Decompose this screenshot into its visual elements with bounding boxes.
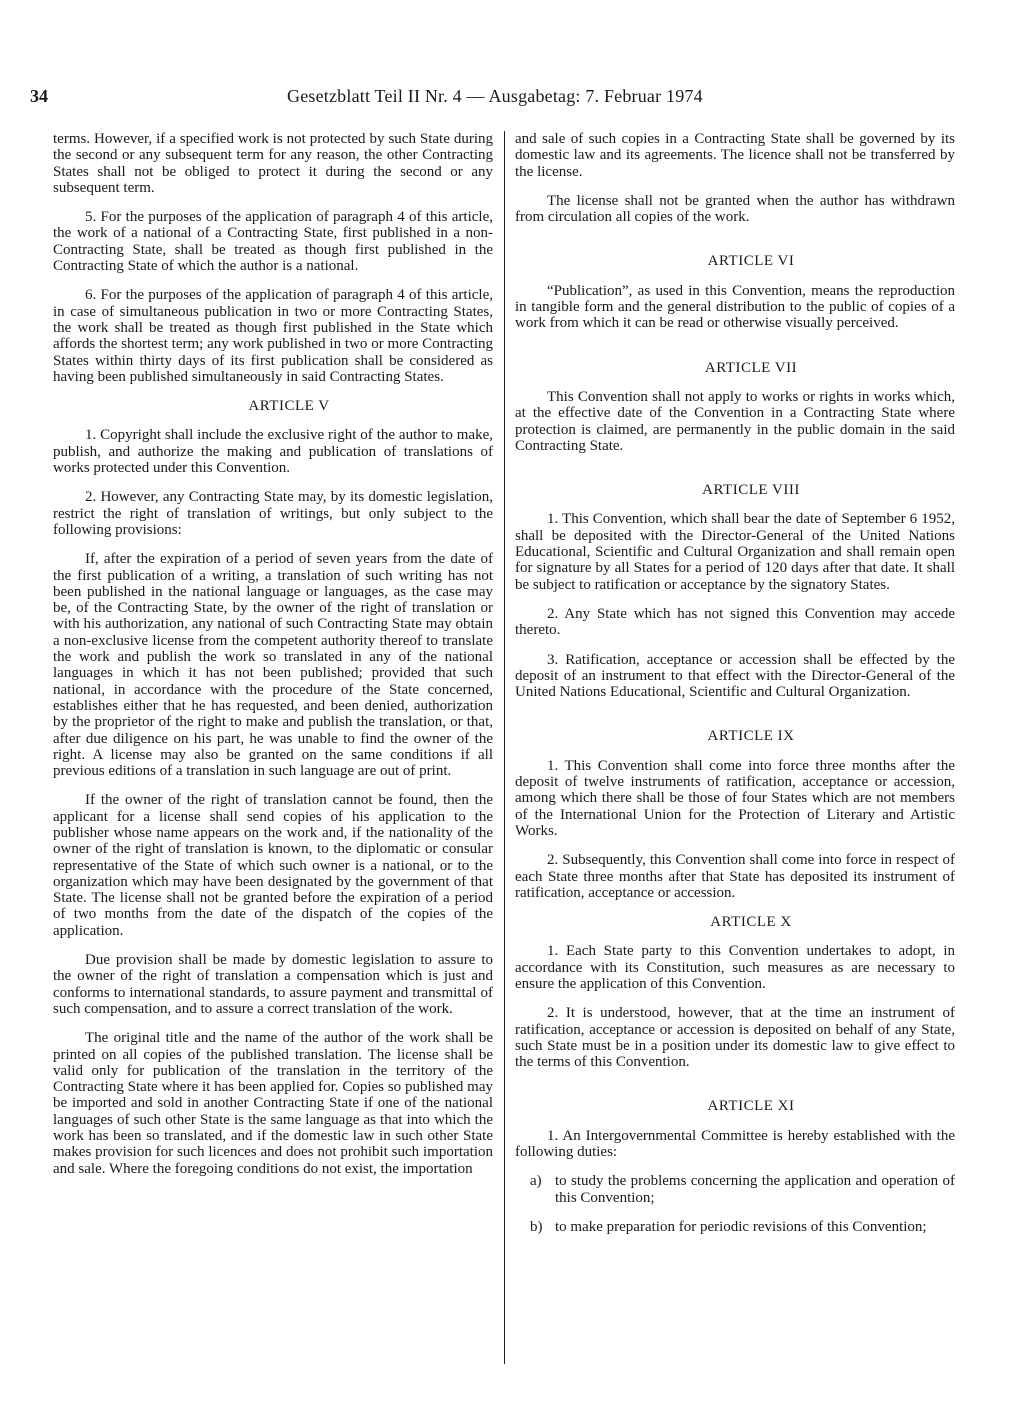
- article-heading: ARTICLE X: [710, 914, 792, 931]
- paragraph: 1. This Convention, which shall bear the date of September 6 1952, shall be deposited with the Director-General of the United Nations Educational, Scientific and Cultural Organization and shall remain open for signature by all States for a period of 120 days after that date. It shall be subject to ratification or acceptance by the signatory States.: [515, 511, 955, 593]
- article-heading: ARTICLE VIII: [702, 482, 800, 499]
- article-heading: ARTICLE XI: [707, 1098, 795, 1115]
- page-header: [30, 86, 960, 112]
- list-item-text: to make preparation for periodic revisions of this Convention;: [555, 1218, 927, 1235]
- paragraph: If the owner of the right of translation cannot be found, then the applicant for a license shall send copies of his application to the publisher whose name appears on the work and, if the nationality of the owner of the right of translation is known, to the diplomatic or consular representative of the State of which such owner is a national, or to the organization which may have been designated by the government of that State. The license shall not be granted before the expiration of a period of two months from the date of the dispatch of the copies of the application.: [53, 792, 493, 939]
- paragraph: “Publication”, as used in this Convention, means the reproduction in tangible form and the general distribution to the public of copies of a work from which it can be read or otherwise visually perceived.: [515, 282, 955, 332]
- column-divider: [504, 131, 505, 1364]
- article-heading: ARTICLE VII: [704, 359, 798, 376]
- paragraph: and sale of such copies in a Contracting State shall be governed by its domestic law and its agreements. The licence shall not be transferred by the license.: [515, 131, 955, 180]
- article-heading: ARTICLE VI: [707, 253, 795, 270]
- page-number: 34: [30, 86, 48, 106]
- paragraph: 1. This Convention shall come into force three months after the deposit of twelve instruments of ratification, acceptance or accession, among which there shall be those of four States which are not members of the International Union for the Protection of Literary and Artistic Works.: [515, 757, 955, 839]
- list-item: [515, 1173, 955, 1206]
- paragraph: 2. Subsequently, this Convention shall come into force in respect of each State three months after that State has deposited its instrument of ratification, acceptance or accession.: [515, 852, 955, 901]
- paragraph: terms. However, if a specified work is not protected by such State during the second or any subsequent term for any reason, the other Contracting States shall not be obliged to protect it during the second or any subsequent term.: [53, 131, 493, 196]
- paragraph: 2. It is understood, however, that at the time an instrument of ratification, acceptance or accession is deposited on behalf of any State, such State must be in a position under its domestic law to give effect to the terms of this Convention.: [515, 1005, 955, 1071]
- paragraph: 3. Ratification, acceptance or accession shall be effected by the deposit of an instrument to that effect with the Director-General of the United Nations Educational, Scientific and Cultural Organization.: [515, 651, 955, 701]
- paragraph: 6. For the purposes of the application of paragraph 4 of this article, in case of simultaneous publication in two or more Contracting States, the work shall be treated as though first published in the State which affords the shortest term; any work published in two or more Contracting States within thirty days of its first publication shall be considered as having been published simultaneously in said Contracting States.: [53, 287, 493, 385]
- running-title: Gesetzblatt Teil II Nr. 4 — Ausgabetag: 7. Februar 1974: [287, 86, 703, 106]
- list-marker: a): [530, 1173, 542, 1190]
- article-heading: ARTICLE IX: [707, 728, 795, 745]
- list-marker: b): [530, 1218, 543, 1235]
- paragraph: The license shall not be granted when the author has withdrawn from circulation all copies of the work.: [515, 192, 955, 226]
- right-column: [515, 131, 955, 1235]
- paragraph: This Convention shall not apply to works or rights in works which, at the effective date of the Convention in a Contracting State where protection is claimed, are permanently in the public domain in the said Contracting State.: [515, 388, 955, 454]
- paragraph: 5. For the purposes of the application of paragraph 4 of this article, the work of a national of a Contracting State, first published in a non-Contracting State, shall be treated as though first published in the Contracting State of which the author is a national.: [53, 209, 493, 275]
- paragraph: If, after the expiration of a period of seven years from the date of the first publication of a writing, a translation of such writing has not been published in the national language or languages, as the case may be, of the Contracting State, by the owner of the right of translation or with his authorization, any national of such Contracting State may obtain a non-exclusive license from the competent authority thereof to translate the work and publish the work so translated in any of the national languages in which it has not been published; provided that such national, in accordance with the procedure of the State concerned, establishes either that he has requested, and been denied, authorization by the proprietor of the right to make and publish the translation, or that, after due diligence on his part, he was unable to find the owner of the right. A license may also be granted on the same conditions if all previous editions of a translation in such language are out of print.: [53, 551, 493, 780]
- paragraph: 1. An Intergovernmental Committee is hereby established with the following duties:: [515, 1127, 955, 1161]
- paragraph: 2. Any State which has not signed this Convention may accede thereto.: [515, 605, 955, 639]
- left-column: [53, 131, 493, 1177]
- paragraph: 1. Each State party to this Convention undertakes to adopt, in accordance with its Constitution, such measures as are necessary to ensure the application of this Convention.: [515, 943, 955, 992]
- paragraph: Due provision shall be made by domestic legislation to assure to the owner of the right of translation a compensation which is just and conforms to international standards, to assure payment and transmittal of such compensation, and to assure a correct translation of the work.: [53, 952, 493, 1017]
- list-item-text: to study the problems concerning the application and operation of this Convention;: [555, 1173, 955, 1206]
- paragraph: 1. Copyright shall include the exclusive right of the author to make, publish, and authorize the making and publication of translations of works protected under this Convention.: [53, 427, 493, 477]
- paragraph: 2. However, any Contracting State may, by its domestic legislation, restrict the right of translation of writings, but only subject to the following provisions:: [53, 489, 493, 538]
- paragraph: The original title and the name of the author of the work shall be printed on all copies of the published translation. The license shall be valid only for publication of the translation in the territory of the Contracting State where it has been applied for. Copies so published may be imported and sold in another Contracting State if one of the national languages of such other State is the same language as that into which the work has been so translated, and if the domestic law in such other State makes provision for such licences and does not prohibit such importation and sale. Where the foregoing conditions do not exist, the importation: [53, 1030, 493, 1177]
- article-heading: ARTICLE V: [248, 398, 330, 415]
- list-item: [515, 1219, 955, 1235]
